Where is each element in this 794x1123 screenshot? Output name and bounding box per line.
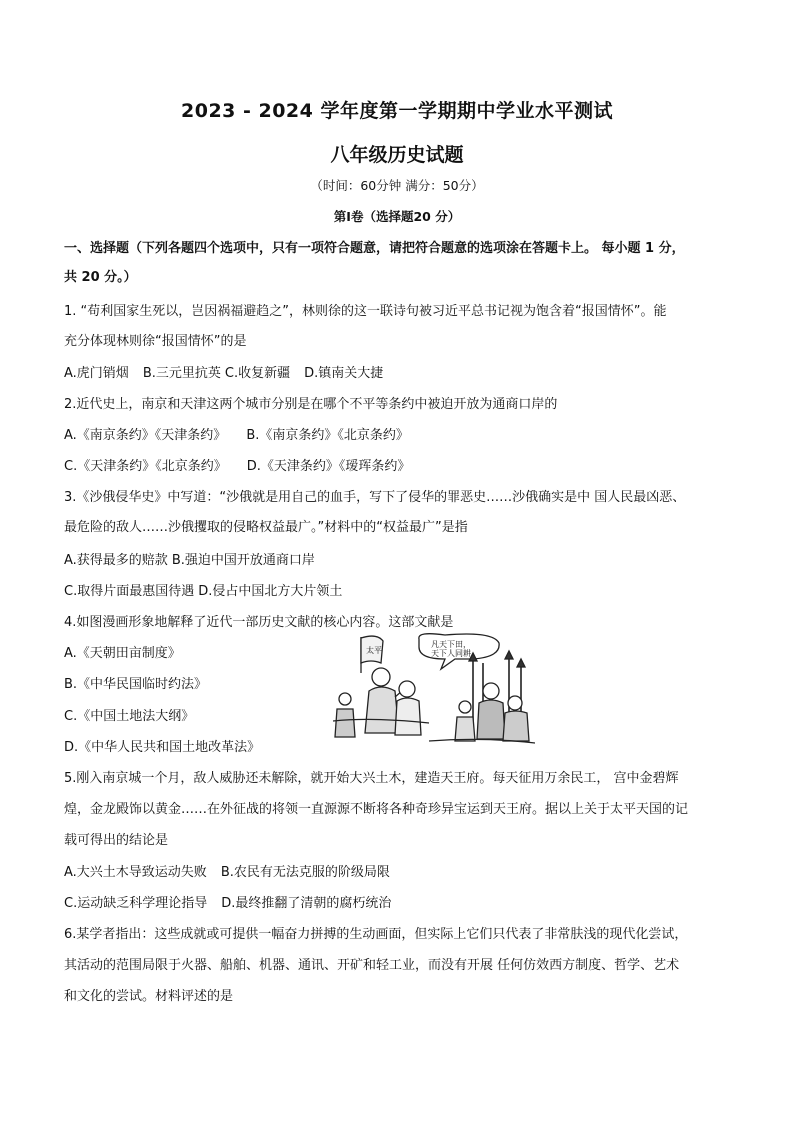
q6-stem-line2: 其活动的范围局限于火器、船舶、机器、通讯、开矿和轻工业，而没有开展 任何仿效西方制度、哲学、艺术	[64, 958, 680, 973]
q1-option-a: A.虎门销烟	[64, 366, 129, 381]
q6-stem-line1: 6.某学者指出：这些成就或可提供一幅奋力拼搏的生动画面，但实际上它们只代表了非常肤浅的现代化尝试，	[64, 927, 688, 942]
q1-options	[64, 366, 383, 382]
exam-info: （时间：60分钟 满分：50分）	[310, 178, 484, 193]
q3-options-row2	[64, 584, 342, 600]
q4-stem: 4.如图漫画形象地解释了近代一部历史文献的核心内容。这部文献是	[64, 615, 454, 630]
q5-stem-line2: 煌，金龙殿饰以黄金……在外征战的将领一直源源不断将各种奇珍异宝运到天王府。据以上关于太平天国的记	[64, 802, 689, 817]
q3-stem-line2: 最危险的敌人……沙俄攫取的侵略权益最广。”材料中的“权益最广”是指	[64, 520, 468, 535]
exam-subtitle: 八年级历史试题	[330, 144, 464, 166]
q1-stem-line2: 充分体现林则徐“报国情怀”的是	[64, 334, 247, 349]
q1-option-c: C.收复新疆	[224, 366, 291, 381]
q1-option-b: B.三元里抗英	[142, 366, 221, 381]
section-instruction-line2: 共 20 分。）	[64, 270, 137, 285]
q5-options-row2	[64, 896, 391, 912]
cartoon-flag-text: 太平	[366, 646, 382, 655]
leader-head	[372, 668, 390, 686]
q3-stem-line1: 3.《沙俄侵华史》中写道：“沙俄就是用自己的血手，写下了侵华的罪恶史……沙俄确实是中 国人民最凶恶、	[64, 490, 686, 505]
exam-title: 2023 - 2024 学年度第一学期期中学业水平测试	[181, 100, 613, 122]
q5-option-a: A.大兴土木导致运动失败	[64, 865, 207, 880]
q5-option-c: C.运动缺乏科学理论指导	[64, 896, 208, 911]
q2-options-row1	[64, 428, 409, 444]
q2-option-a: A.《南京条约》《天津条约》	[64, 428, 227, 443]
q3-option-b: B.强迫中国开放通商口岸	[171, 553, 315, 568]
q1-stem-line1: 1. “苟利国家生死以，岂因祸福避趋之”，林则徐的这一联诗句被习近平总书记视为饱含着“报国情怀”。能	[64, 304, 667, 319]
q2-option-c: C.《天津条约》《北京条约》	[64, 459, 227, 474]
q2-options-row2	[64, 459, 410, 475]
q2-option-d: D.《天津条约》《瑷珲条约》	[246, 459, 411, 474]
cartoon-speech-line2: 天下人同耕	[431, 649, 471, 658]
q4-option-c: C.《中国土地法大纲》	[64, 709, 195, 724]
q1-option-d: D.镇南关大捷	[304, 366, 384, 381]
q5-option-b: B.农民有无法克服的阶级局限	[220, 865, 390, 880]
q3-options-row1	[64, 553, 315, 569]
cartoon-speech-line1: 凡天下田，	[431, 640, 471, 649]
q3-option-d: D.侵占中国北方大片领土	[198, 584, 343, 599]
peasant-body	[477, 700, 505, 739]
q2-stem: 2.近代史上，南京和天津这两个城市分别是在哪个不平等条约中被迫开放为通商口岸的	[64, 397, 558, 412]
part-heading: 第I卷（选择题20 分）	[333, 209, 461, 224]
q5-options-row1	[64, 865, 390, 881]
q4-option-d: D.《中华人民共和国土地改革法》	[64, 740, 261, 755]
q5-stem-line1: 5.刚入南京城一个月，敌人威胁还未解除，就开始大兴土木，建造天王府。每天征用万余民工， 宫中金碧辉	[64, 771, 679, 786]
peasant-head	[483, 683, 499, 699]
q5-stem-line3: 载可得出的结论是	[64, 833, 169, 848]
q3-option-a: A.获得最多的赔款	[64, 553, 168, 568]
q3-option-c: C.取得片面最惠国待遇	[64, 584, 195, 599]
q5-option-d: D.最终推翻了清朝的腐朽统治	[221, 896, 392, 911]
q4-option-b: B.《中华民国临时约法》	[64, 677, 208, 692]
q4-option-a: A.《天朝田亩制度》	[64, 646, 181, 661]
taiping-land-cartoon	[333, 633, 535, 745]
q2-option-b: B.《南京条约》《北京条约》	[246, 428, 409, 443]
section-instruction-line1: 一、选择题（下列各题四个选项中，只有一项符合题意，请把符合题意的选项涂在答题卡上。 每小题 1 分，	[64, 241, 685, 256]
q6-stem-line3: 和文化的尝试。材料评述的是	[64, 989, 234, 1004]
leader-body	[365, 687, 399, 733]
